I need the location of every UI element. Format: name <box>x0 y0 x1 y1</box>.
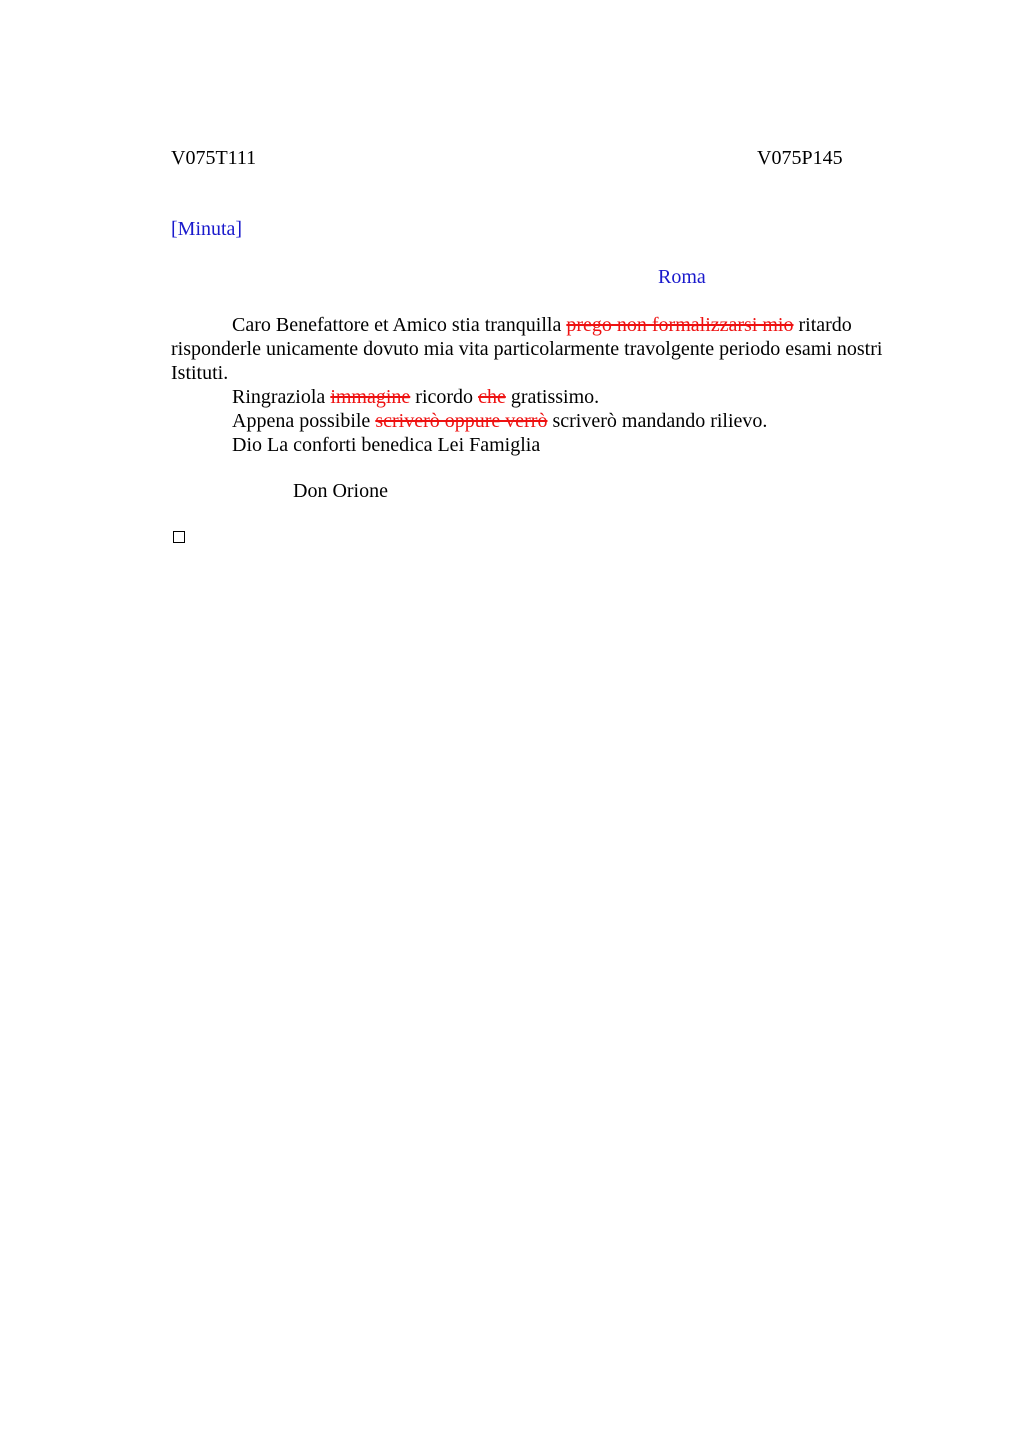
text-segment: Caro Benefattore et Amico stia tranquilla <box>232 314 567 336</box>
reference-code-left: V075T111 <box>171 147 257 169</box>
deleted-text: prego non formalizzarsi mio <box>566 314 794 336</box>
place-name: Roma <box>658 266 706 288</box>
text-segment: ritardo risponderle unicamente dovuto mia vita particolarmente travolgente periodo esami nostri Istituti. <box>171 314 883 384</box>
text-segment: ricordo <box>410 386 479 408</box>
deleted-text: che <box>478 386 506 408</box>
text-segment: gratissimo. <box>505 386 600 408</box>
editorial-annotation: [Minuta] <box>171 218 243 240</box>
signature: Don Orione <box>293 480 388 502</box>
paragraph-3 <box>171 409 911 433</box>
reference-code-right: V075P145 <box>757 147 843 169</box>
paragraph-2 <box>171 385 911 409</box>
letter-body <box>171 313 911 457</box>
paragraph-1 <box>171 313 911 385</box>
deleted-text: scriverò oppure verrò <box>375 410 548 432</box>
text-segment: Dio La conforti benedica Lei Famiglia <box>232 434 541 456</box>
text-segment: scriverò mandando rilievo. <box>547 410 768 432</box>
paragraph-4 <box>171 433 911 457</box>
text-segment: Appena possibile <box>232 410 376 432</box>
empty-square-icon <box>173 531 185 543</box>
text-segment: Ringraziola <box>232 386 331 408</box>
deleted-text: immagine <box>330 386 411 408</box>
